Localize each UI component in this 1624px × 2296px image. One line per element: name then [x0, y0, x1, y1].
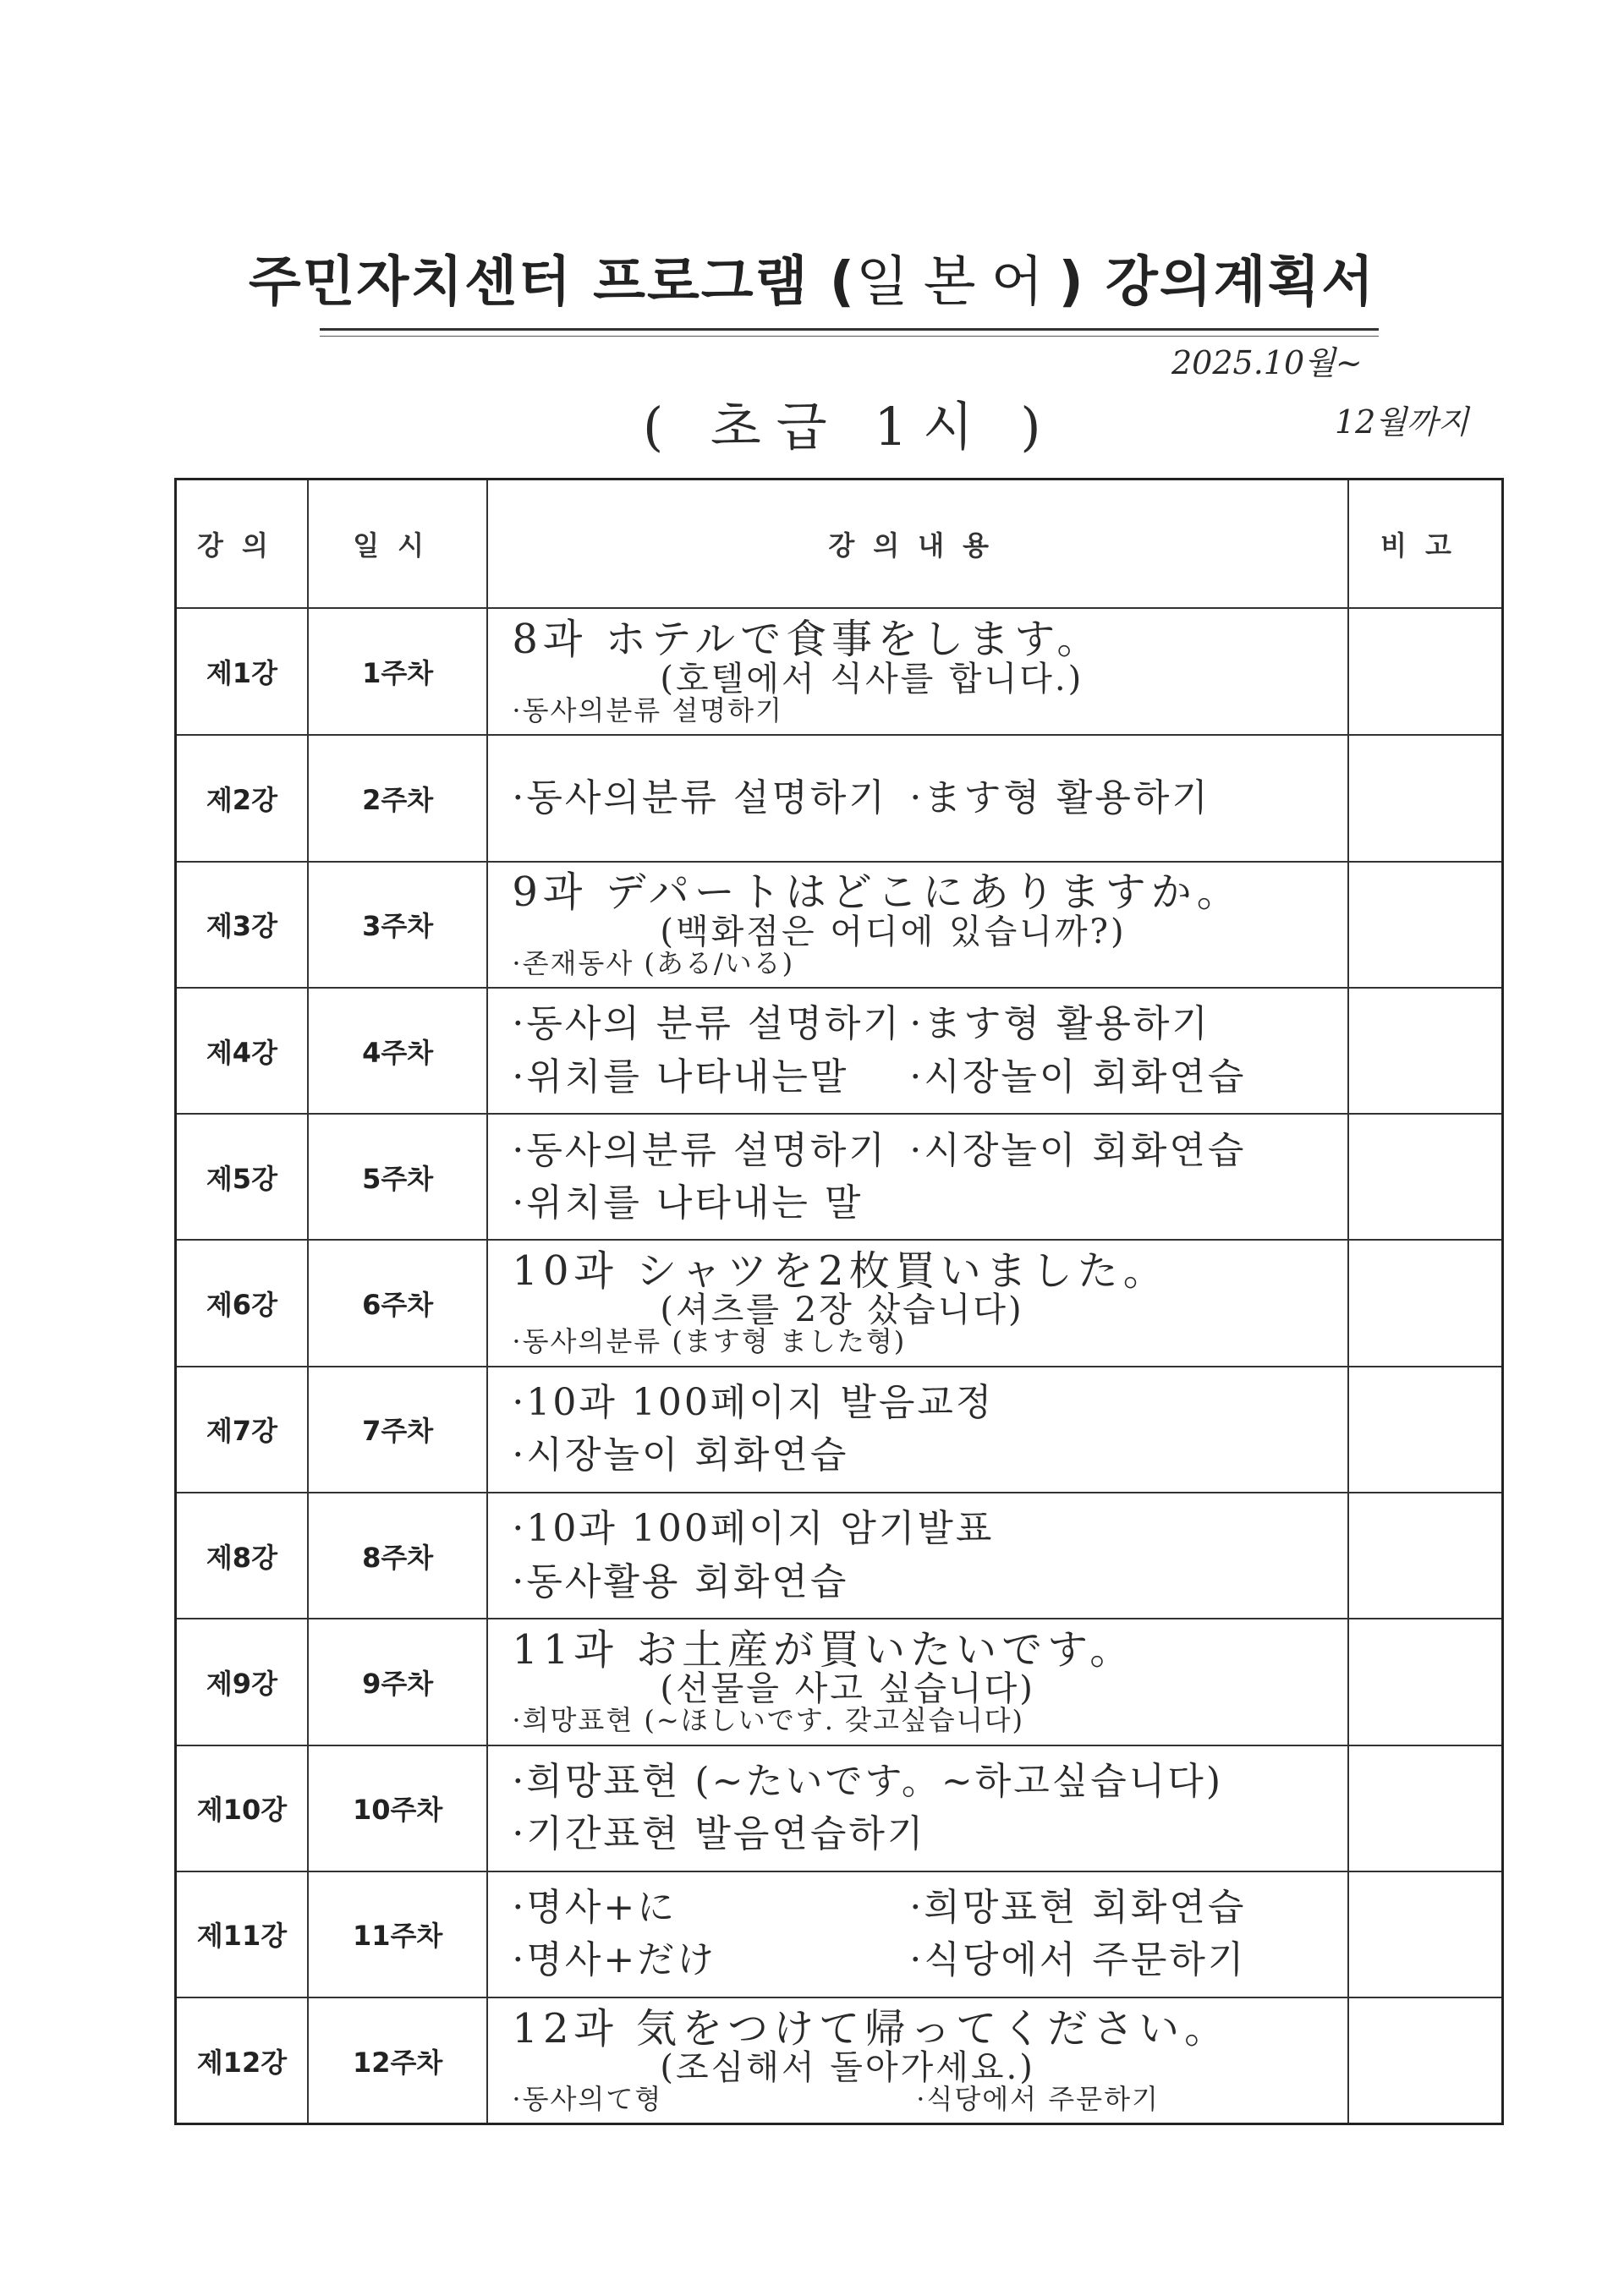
- course-level: ( 초급 1시 ): [643, 396, 1056, 458]
- content-item: ·위치를 나타내는 말: [512, 1181, 864, 1225]
- content-item: ·동사활용 회화연습: [512, 1559, 849, 1603]
- content-line: [512, 1882, 1347, 1934]
- title-prefix: 주민자치센터 프로그램 (: [248, 251, 856, 314]
- lesson-title: 10과 シャツを2枚買いました。: [512, 1247, 1169, 1296]
- content-line: [512, 1808, 1347, 1860]
- table-row: [176, 608, 1503, 735]
- date-from: 2025.10월~: [1171, 344, 1363, 381]
- content-line: [512, 1177, 1347, 1230]
- note-cell: [1348, 1997, 1502, 2123]
- note-cell: [1348, 735, 1502, 861]
- content-cell: [487, 1997, 1348, 2123]
- table-row: [176, 1367, 1503, 1493]
- content-item: ·동사의분류 설명하기: [512, 775, 887, 819]
- content-cell: [487, 608, 1348, 735]
- content-cell: [487, 1871, 1348, 1997]
- table-row: [176, 1619, 1503, 1745]
- lesson-topic: ·동사의분류 설명하기: [512, 693, 783, 726]
- content-item: ·10과 100페이지 발음교정: [512, 1381, 995, 1425]
- date-cell: 3주차: [308, 862, 488, 988]
- content-line: [512, 1429, 1347, 1482]
- table-header-row: [176, 479, 1503, 609]
- note-cell: [1348, 1619, 1502, 1745]
- lecture-cell: 제1강: [176, 608, 308, 735]
- content-line: [512, 1756, 1347, 1808]
- table-row: [176, 1997, 1503, 2123]
- lecture-cell: 제4강: [176, 988, 308, 1114]
- lecture-cell: 제6강: [176, 1240, 308, 1366]
- content-line: [512, 772, 1347, 825]
- content-line: [512, 1556, 1347, 1608]
- lesson-translation: (백화점은 어디에 있습니까?): [660, 912, 1127, 951]
- date-cell: 4주차: [308, 988, 488, 1114]
- content-line: [512, 1503, 1347, 1555]
- title-underline: [320, 328, 1379, 337]
- lesson-title: 11과 お土産が買いたいです。: [512, 1625, 1136, 1674]
- lesson-topic-extra: ·식당에서 주문하기: [916, 2082, 1160, 2115]
- lesson-topic-row: [512, 2082, 1347, 2115]
- content-cell: [487, 988, 1348, 1114]
- table-row: [176, 735, 1503, 861]
- content-line: [512, 998, 1347, 1050]
- content-item: ·명사+だけ: [512, 1938, 717, 1982]
- lesson-translation: (선물을 사고 싶습니다): [660, 1669, 1035, 1709]
- content-item: ·시장놀이 회화연습: [909, 1128, 1247, 1172]
- header-lecture: 강의: [176, 479, 308, 609]
- lecture-cell: 제9강: [176, 1619, 308, 1745]
- spacer: [662, 2085, 916, 2114]
- content-line: [512, 1125, 1347, 1177]
- date-cell: 6주차: [308, 1240, 488, 1366]
- lecture-cell: 제10강: [176, 1745, 308, 1871]
- note-cell: [1348, 1367, 1502, 1493]
- content-item: ·시장놀이 회화연습: [909, 1055, 1247, 1099]
- content-item: ·동사의 분류 설명하기: [512, 1002, 902, 1046]
- table-row: [176, 1114, 1503, 1240]
- content-item: ·식당에서 주문하기: [909, 1938, 1247, 1982]
- date-to: 12월까지: [1335, 403, 1469, 441]
- lecture-cell: 제3강: [176, 862, 308, 988]
- content-item: ·동사의분류 설명하기: [512, 1128, 887, 1172]
- content-line: [512, 1934, 1347, 1986]
- lesson-translation: (호텔에서 식사를 합니다.): [660, 659, 1084, 699]
- date-cell: 12주차: [308, 1997, 488, 2123]
- lesson-topic: ·존재동사 (ある/いる): [512, 946, 795, 979]
- content-item: ·위치를 나타내는말: [512, 1055, 849, 1099]
- table-row: [176, 1240, 1503, 1366]
- note-cell: [1348, 1114, 1502, 1240]
- lecture-cell: 제11강: [176, 1871, 308, 1997]
- content-item: ·기간표현 발음연습하기: [512, 1812, 926, 1856]
- lecture-plan-table: [174, 478, 1504, 2125]
- date-cell: 5주차: [308, 1114, 488, 1240]
- lesson-topic: ·동사의て형: [512, 2082, 663, 2115]
- note-cell: [1348, 1871, 1502, 1997]
- date-cell: 10주차: [308, 1745, 488, 1871]
- table-row: [176, 1745, 1503, 1871]
- content-cell: [487, 862, 1348, 988]
- note-cell: [1348, 1493, 1502, 1619]
- date-cell: 7주차: [308, 1367, 488, 1493]
- content-item: ·희망표현 회화연습: [909, 1886, 1247, 1930]
- header-date: 일시: [308, 479, 488, 609]
- note-cell: [1348, 862, 1502, 988]
- lecture-cell: 제2강: [176, 735, 308, 861]
- table-row: [176, 1493, 1503, 1619]
- table-body: [176, 608, 1503, 2124]
- content-cell: [487, 735, 1348, 861]
- lesson-translation: (셔츠를 2장 샀습니다): [660, 1290, 1024, 1330]
- content-item: ·ます형 활용하기: [909, 775, 1210, 819]
- content-line: [512, 1051, 1347, 1104]
- date-cell: 1주차: [308, 608, 488, 735]
- page-title: [0, 238, 1624, 316]
- content-cell: [487, 1240, 1348, 1366]
- table-row: [176, 862, 1503, 988]
- note-cell: [1348, 1745, 1502, 1871]
- lecture-cell: 제7강: [176, 1367, 308, 1493]
- lesson-topic: ·동사의분류 (ます형 ました형): [512, 1325, 907, 1358]
- header-note: 비고: [1348, 479, 1502, 609]
- content-line: [512, 1377, 1347, 1429]
- table-row: [176, 1871, 1503, 1997]
- lesson-title: 8과 ホテルで食事をします。: [512, 616, 1103, 664]
- note-cell: [1348, 988, 1502, 1114]
- content-item: ·ます형 활용하기: [909, 1002, 1210, 1046]
- lesson-title: 9과 デパートはどこにありますか。: [512, 869, 1243, 917]
- note-cell: [1348, 608, 1502, 735]
- date-cell: 11주차: [308, 1871, 488, 1997]
- lesson-title: 12과 気をつけて帰ってください。: [512, 2004, 1231, 2052]
- content-cell: [487, 1493, 1348, 1619]
- content-cell: [487, 1367, 1348, 1493]
- lesson-topic: ·희망표현 (~ほしいです. 갖고싶습니다): [512, 1704, 1025, 1737]
- lesson-translation: (조심해서 돌아가세요.): [660, 2047, 1035, 2087]
- content-item: ·10과 100페이지 암기발표: [512, 1507, 995, 1551]
- content-item: ·희망표현 (~たいです。~하고싶습니다): [512, 1760, 1223, 1803]
- date-cell: 2주차: [308, 735, 488, 861]
- lecture-cell: 제5강: [176, 1114, 308, 1240]
- content-cell: [487, 1619, 1348, 1745]
- content-cell: [487, 1745, 1348, 1871]
- content-cell: [487, 1114, 1348, 1240]
- header-content: 강의내용: [487, 479, 1348, 609]
- date-cell: 9주차: [308, 1619, 488, 1745]
- content-item: ·시장놀이 회화연습: [512, 1433, 849, 1477]
- note-cell: [1348, 1240, 1502, 1366]
- lecture-cell: 제12강: [176, 1997, 308, 2123]
- date-cell: 8주차: [308, 1493, 488, 1619]
- table-row: [176, 988, 1503, 1114]
- title-suffix: ) 강의계획서: [1058, 251, 1376, 314]
- content-item: ·명사+に: [512, 1886, 678, 1930]
- lecture-cell: 제8강: [176, 1493, 308, 1619]
- title-subject: 일본어: [855, 251, 1059, 314]
